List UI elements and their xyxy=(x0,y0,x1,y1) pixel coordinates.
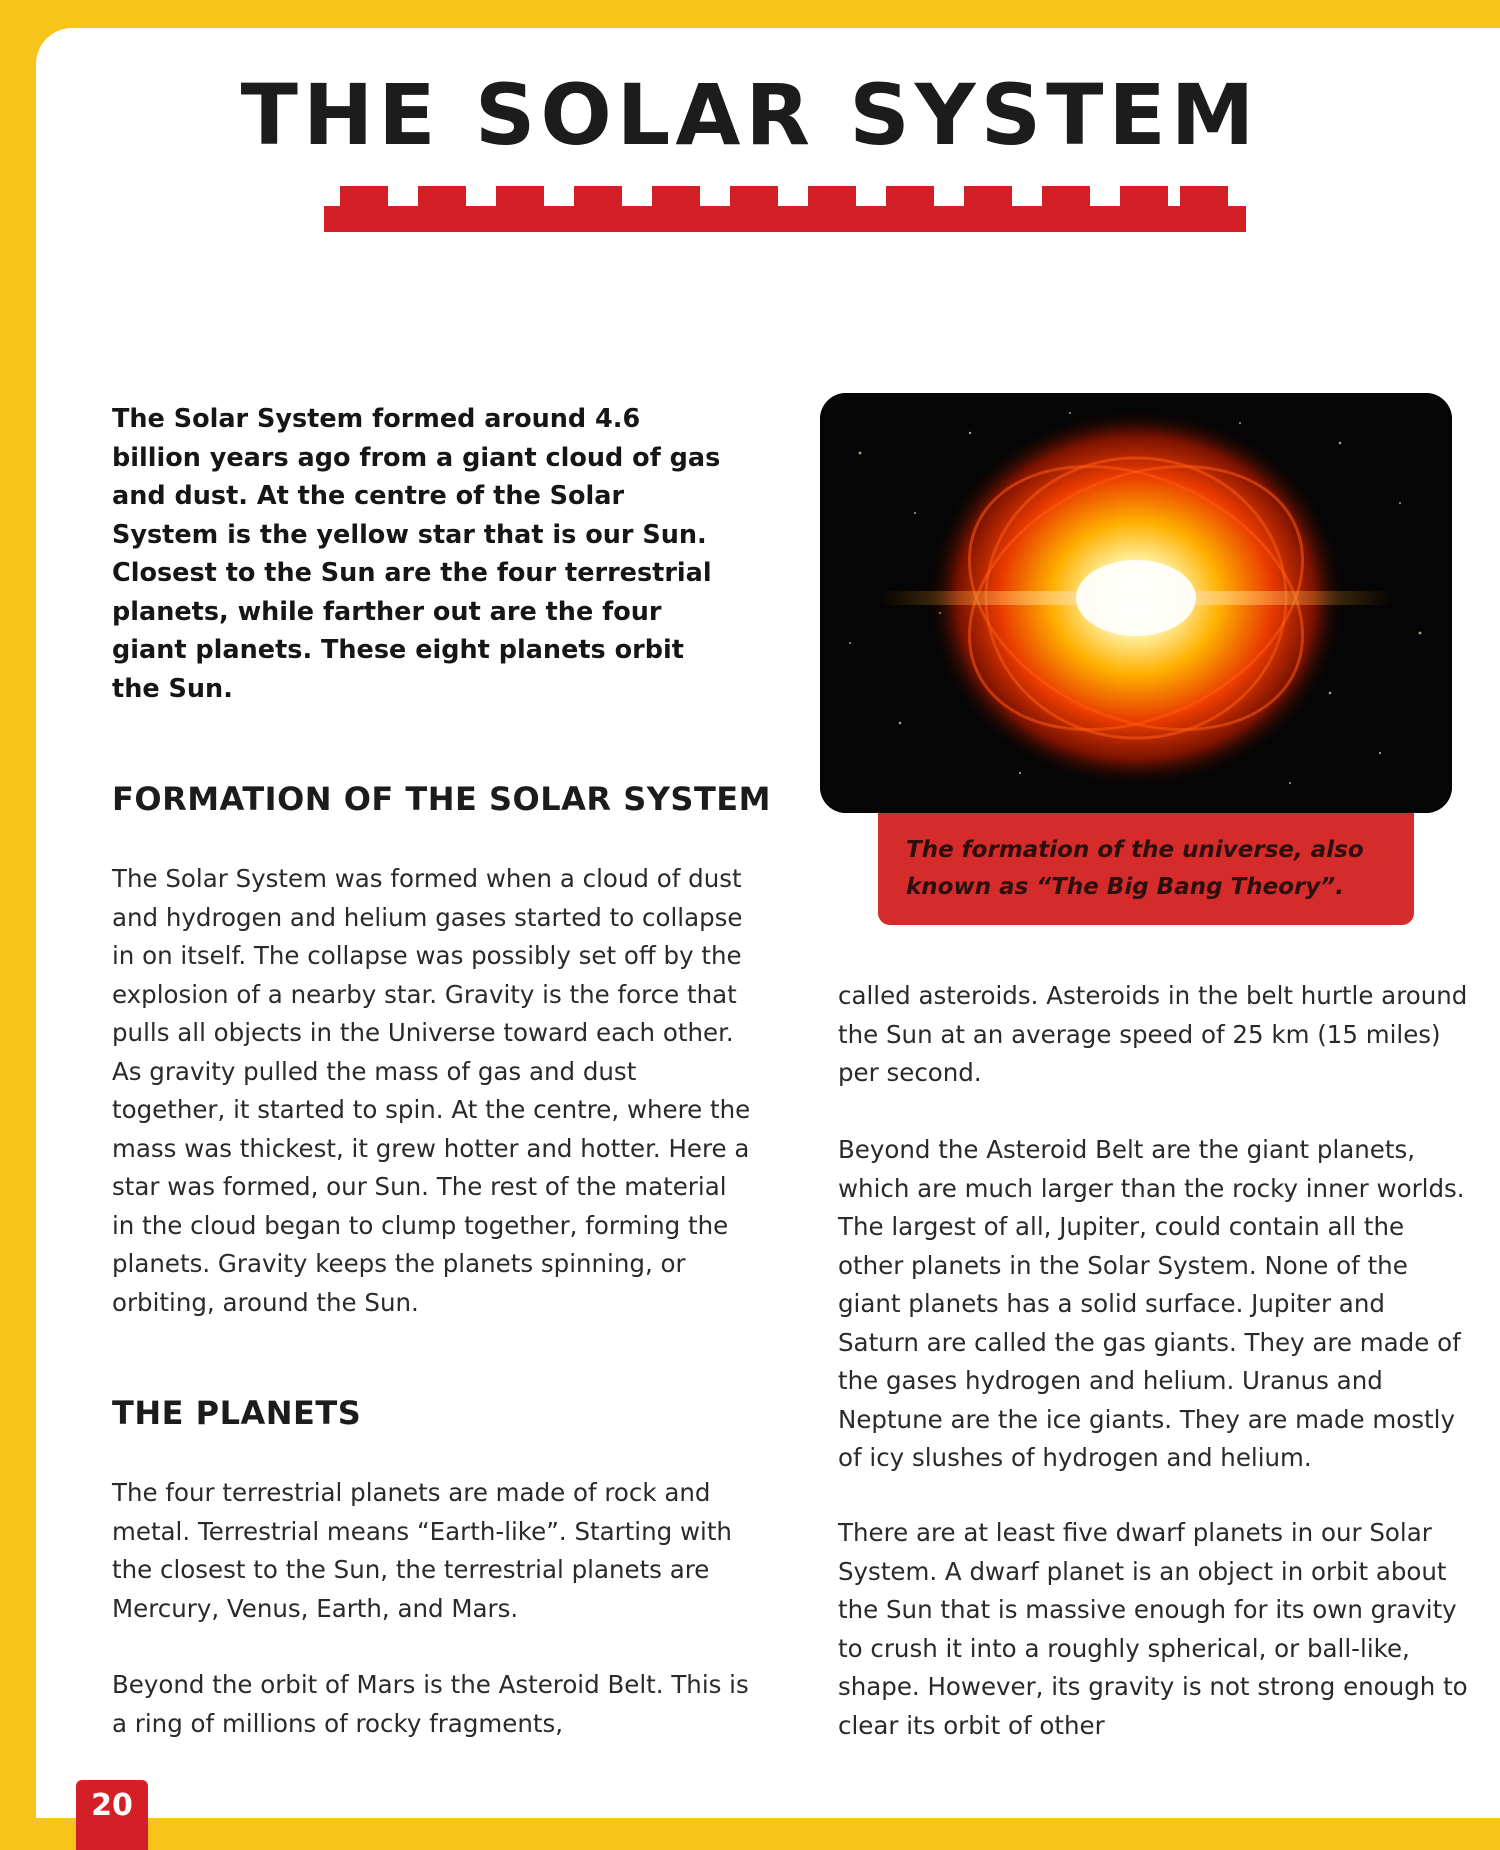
big-bang-illustration xyxy=(820,393,1452,813)
brick-stud xyxy=(496,186,544,206)
page-number: 20 xyxy=(91,1788,133,1823)
image-caption: The formation of the universe, also known as “The Big Bang Theory”. xyxy=(906,837,1364,900)
brick-stud xyxy=(808,186,856,206)
heading-planets: THE PLANETS xyxy=(112,1394,362,1432)
formation-paragraph: The Solar System was formed when a cloud of dust and hydrogen and helium gases started to collapse in on itself. The collapse was possibly set off by the explosion of a nearby star. Gravity is the force that pulls all objects in the Universe toward each other. As gravity pulled the mass of gas and dust together, it started to spin. At the centre, where the mass was thickest, it grew hotter and hotter. Here a star was formed, our Sun. The rest of the material in the cloud began to clump together, forming the planets. Gravity keeps the planets spinning, or orbiting, around the Sun. xyxy=(112,864,751,1317)
brick-stud xyxy=(652,186,700,206)
brick-stud xyxy=(1042,186,1090,206)
brick-stud xyxy=(886,186,934,206)
brick-stud xyxy=(964,186,1012,206)
heading-formation: FORMATION OF THE SOLAR SYSTEM xyxy=(112,780,771,818)
right-paragraph-1: called asteroids. Asteroids in the belt hurtle around the Sun at an average speed of 25 km (15 miles) per second. xyxy=(838,981,1468,1087)
big-bang-image xyxy=(820,393,1452,813)
intro-paragraph: The Solar System formed around 4.6 billion years ago from a giant cloud of gas and dust. At the centre of the Solar System is the yellow star that is our Sun. Closest to the Sun are the four terrestrial planets, while farther out are the four giant planets. These eight planets orbit the Sun. xyxy=(112,404,721,704)
brick-stud xyxy=(340,186,388,206)
brick-stud xyxy=(574,186,622,206)
right-paragraph-3: There are at least five dwarf planets in our Solar System. A dwarf planet is an object in orbit about the Sun that is massive enough for its own gravity to crush it into a roughly spherical, or ball-like, shape. However, its gravity is not strong enough to clear its orbit of other xyxy=(838,1518,1468,1740)
brick-stud xyxy=(1180,186,1228,206)
page-title: THE SOLAR SYSTEM xyxy=(240,66,1260,164)
brick-stud xyxy=(1120,186,1168,206)
brick-base xyxy=(324,206,1246,232)
brick-stud xyxy=(730,186,778,206)
brick-stud xyxy=(418,186,466,206)
planets-paragraph-2: Beyond the orbit of Mars is the Asteroid Belt. This is a ring of millions of rocky fragments, xyxy=(112,1670,749,1738)
right-paragraph-2: Beyond the Asteroid Belt are the giant planets, which are much larger than the rocky inner worlds. The largest of all, Jupiter, could contain all the other planets in the Solar System. None of the giant planets has a solid surface. Jupiter and Saturn are called the gas giants. They are made of the gases hydrogen and helium. Uranus and Neptune are the ice giants. They are made mostly of icy slushes of hydrogen and helium. xyxy=(838,1135,1465,1472)
planets-paragraph-1: The four terrestrial planets are made of rock and metal. Terrestrial means “Earth-like”. Starting with the closest to the Sun, the terrestrial planets are Mercury, Venus, Earth, and Mars. xyxy=(112,1478,732,1623)
